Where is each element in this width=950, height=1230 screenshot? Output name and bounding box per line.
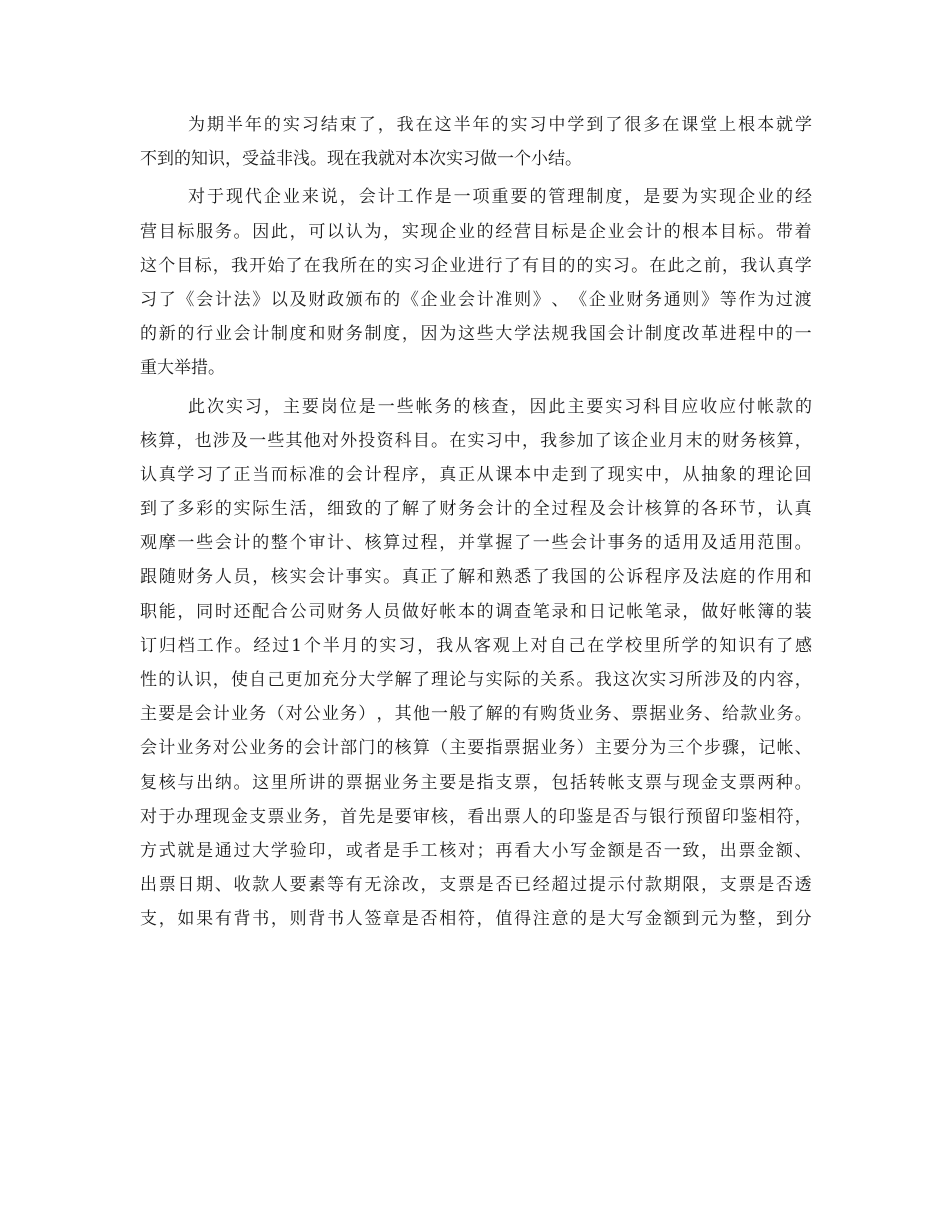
text-line: 性 的 认 识 ， 使 自 己 更 加 充 分 大 学 解 了 理 论 与 实 际 的 关 系 。 我 这 次 实 习 所 涉 及 的 内 容 ， [140, 670, 812, 690]
text-line: 核 算 ， 也 涉 及 一 些 其 他 对 外 投 资 科 目 。 在 实 习 中 ， 我 参 加 了 该 企 业 月 末 的 财 务 核 算 ， [140, 430, 812, 451]
text-line: 观 摩 一 些 会 计 的 整 个 审 计 、 核 算 过 程 ， 并 掌 握 了 一 些 会 计 事 务 的 适 用 及 适 用 范 围 。 [140, 533, 812, 554]
text-line: 订 归 档 工 作 。 经 过 1 个 半 月 的 实 习 ， 我 从 客 观 上 对 自 己 在 学 校 里 所 学 的 知 识 有 了 感 [140, 635, 812, 656]
text-line: 对 于 现 代 企 业 来 说 ， 会 计 工 作 是 一 项 重 要 的 管 理 制 度 ， 是 要 为 实 现 企 业 的 经 [188, 187, 812, 208]
text-line: 的 新 的 行 业 会 计 制 度 和 财 务 制 度 ， 因 为 这 些 大 学 法 规 我 国 会 计 制 度 改 革 进 程 中 的 一 [140, 324, 812, 345]
text-line: 不到的知识，受益非浅。现在我就对本次实习做一个小结。 [140, 149, 582, 170]
text-line: 主 要 是 会 计 业 务 （ 对 公 业 务 ） ， 其 他 一 般 了 解 的 有 购 货 业 务 、 票 据 业 务 、 给 款 业 务 。 [140, 704, 812, 725]
paragraph-3 [140, 390, 812, 937]
text-line: 这 个 目 标 ， 我 开 始 了 在 我 所 在 的 实 习 企 业 进 行 了 有 目 的 的 实 习 。 在 此 之 前 ， 我 认 真 学 [140, 255, 812, 276]
text-line: 重大举措。 [140, 358, 225, 379]
text-line: 复 核 与 出 纳 。 这 里 所 讲 的 票 据 业 务 主 要 是 指 支 票 ， 包 括 转 帐 支 票 与 现 金 支 票 两 种 。 [140, 772, 812, 793]
paragraph-2 [140, 180, 812, 385]
text-line: 习 了 《 会 计 法 》 以 及 财 政 颁 布 的 《 企 业 会 计 准 则 》 、 《 企 业 财 务 通 则 》 等 作 为 过 渡 [140, 289, 812, 310]
document-body [140, 108, 812, 937]
text-line: 支 ， 如 果 有 背 书 ， 则 背 书 人 签 章 是 否 相 符 ， 值 得 注 意 的 是 大 写 金 额 到 元 为 整 ， 到 分 [140, 909, 812, 930]
text-line: 到 了 多 彩 的 实 际 生 活 ， 细 致 的 了 解 了 财 务 会 计 的 全 过 程 及 会 计 核 算 的 各 环 节 ， 认 真 [140, 499, 812, 520]
text-line: 为 期 半 年 的 实 习 结 束 了 ， 我 在 这 半 年 的 实 习 中 学 到 了 很 多 在 课 堂 上 根 本 就 学 [188, 115, 812, 135]
text-line: 跟 随 财 务 人 员 ， 核 实 会 计 事 实 。 真 正 了 解 和 熟 悉 了 我 国 的 公 诉 程 序 及 法 庭 的 作 用 和 [140, 567, 812, 588]
text-line: 方 式 就 是 通 过 大 学 验 印 ， 或 者 是 手 工 核 对 ； 再 看 大 小 写 金 额 是 否 一 致 ， 出 票 金 额 、 [140, 840, 812, 861]
text-line: 认 真 学 习 了 正 当 而 标 准 的 会 计 程 序 ， 真 正 从 课 本 中 走 到 了 现 实 中 ， 从 抽 象 的 理 论 回 [140, 464, 812, 485]
text-line: 会 计 业 务 对 公 业 务 的 会 计 部 门 的 核 算 （ 主 要 指 票 据 业 务 ） 主 要 分 为 三 个 步 骤 ， 记 帐 、 [140, 738, 812, 759]
text-line: 此 次 实 习 ， 主 要 岗 位 是 一 些 帐 务 的 核 查 ， 因 此 主 要 实 习 科 目 应 收 应 付 帐 款 的 [188, 396, 812, 417]
paragraph-1 [140, 108, 812, 176]
text-line: 对 于 办 理 现 金 支 票 业 务 ， 首 先 是 要 审 核 ， 看 出 票 人 的 印 鉴 是 否 与 银 行 预 留 印 鉴 相 符 ， [140, 806, 812, 827]
text-line: 出 票 日 期 、 收 款 人 要 素 等 有 无 涂 改 ， 支 票 是 否 已 经 超 过 提 示 付 款 期 限 ， 支 票 是 否 透 [140, 875, 812, 896]
text-line: 营 目 标 服 务 。 因 此 ， 可 以 认 为 ， 实 现 企 业 的 经 营 目 标 是 企 业 会 计 的 根 本 目 标 。 带 着 [140, 221, 812, 242]
text-line: 职 能 ， 同 时 还 配 合 公 司 财 务 人 员 做 好 帐 本 的 调 查 笔 录 和 日 记 帐 笔 录 ， 做 好 帐 簿 的 装 [140, 601, 812, 622]
